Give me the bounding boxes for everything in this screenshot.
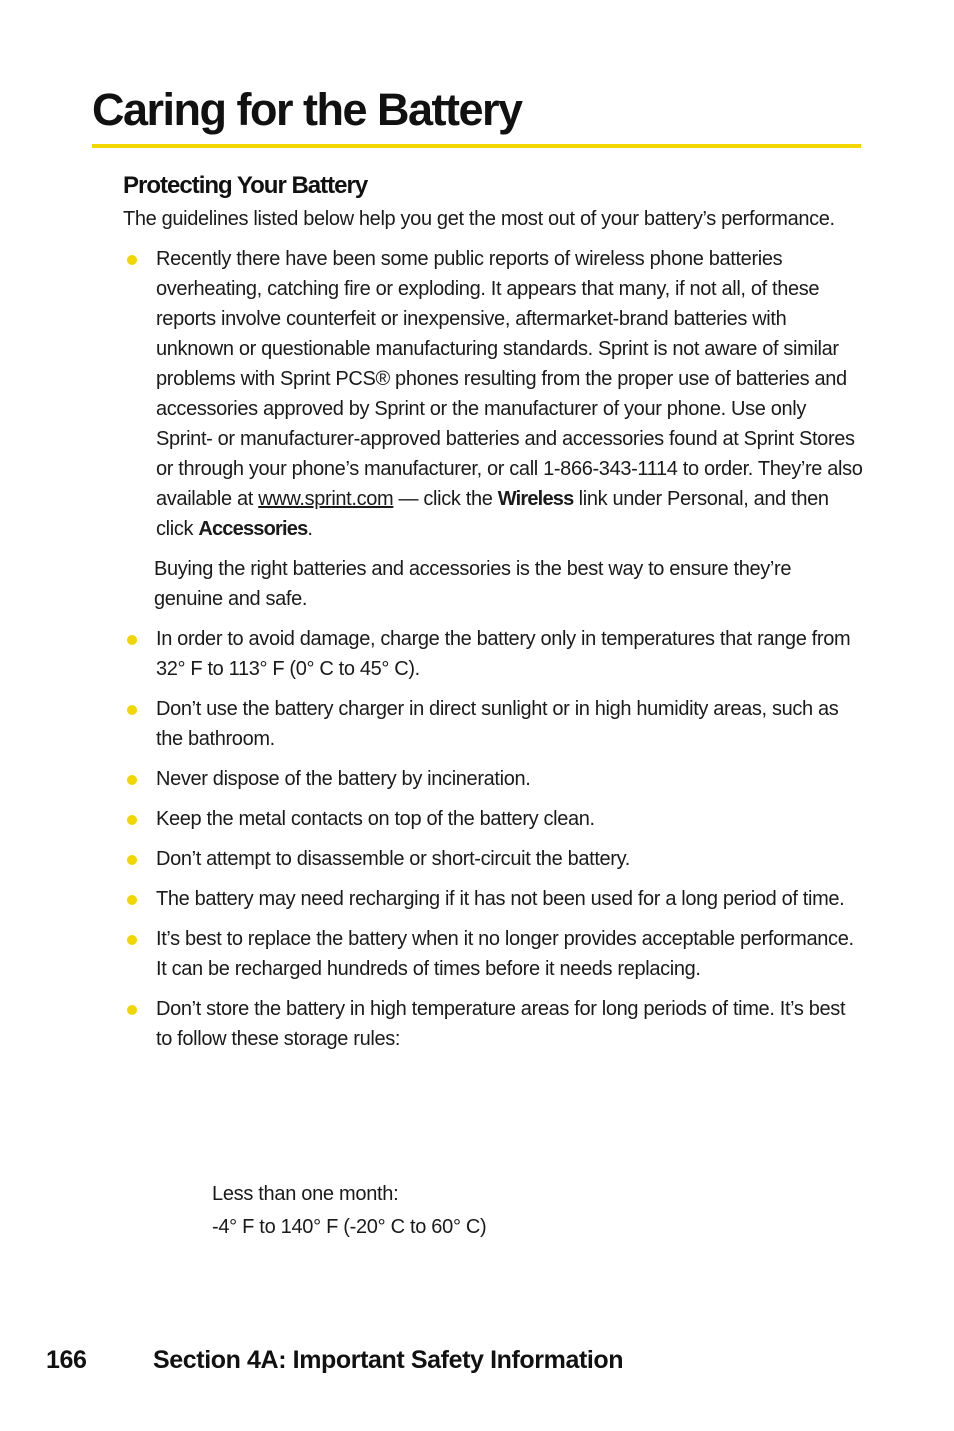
page-title: Caring for the Battery <box>92 84 522 135</box>
bullet-icon <box>127 635 137 645</box>
list-item <box>123 924 863 984</box>
page-number: 166 <box>46 1346 87 1374</box>
page-footer <box>46 1346 624 1375</box>
section-heading: Protecting Your Battery <box>123 172 368 199</box>
sprint-website-link[interactable]: www.sprint.com <box>258 488 394 510</box>
footer-section-label: Section 4A: Important Safety Information <box>153 1346 624 1374</box>
bullet-extra-paragraph: Buying the right batteries and accessories is the best way to ensure they’re genuine and safe. <box>154 558 792 610</box>
bullet-icon <box>127 775 137 785</box>
bullet-icon <box>127 705 137 715</box>
storage-rules <box>212 1178 486 1244</box>
bullet-text: — click the <box>393 488 498 510</box>
bullet-text: Keep the metal contacts on top of the battery clean. <box>156 808 595 830</box>
storage-label: Less than one month: <box>212 1183 399 1205</box>
bullet-text: Don’t use the battery charger in direct sunlight or in high humidity areas, such as the bathroom. <box>156 698 839 750</box>
bullet-text: It’s best to replace the battery when it no longer provides acceptable performance. It can be recharged hundreds of times before it needs replacing. <box>156 928 854 980</box>
list-item <box>123 624 863 684</box>
list-item <box>123 844 863 874</box>
title-rule <box>92 144 861 148</box>
bullet-text: The battery may need recharging if it has not been used for a long period of time. <box>156 888 845 910</box>
guideline-list <box>123 244 863 1054</box>
bullet-icon <box>127 1005 137 1015</box>
bullet-text: Don’t store the battery in high temperature areas for long periods of time. It’s best to follow these storage rules: <box>156 998 846 1050</box>
storage-range: -4° F to 140° F (-20° C to 60° C) <box>212 1216 487 1238</box>
bullet-icon <box>127 855 137 865</box>
bullet-text: link under Personal, and then click <box>156 488 829 540</box>
bullet-text: Recently there have been some public reports of wireless phone batteries overheating, catching fire or exploding. It appears that many, if not all, of these reports involve counterfeit or inexpensive, aftermarket-brand batteries with unknown or questionable manufacturing standards. Sprint is not aware of similar problems with Sprint PCS® phones resulting from the proper use of batteries and accessories approved by Sprint or the manufacturer of your phone. Use only Sprint- or manufacturer-approved batteries and accessories found at Sprint Stores or through your phone’s manufacturer, or call 1-866-343-1114 to order. They’re also available at <box>156 248 863 510</box>
bullet-text: Never dispose of the battery by incineration. <box>156 768 531 790</box>
bullet-text: In order to avoid damage, charge the battery only in temperatures that range from 32° F to 113° F (0° C to 45° C). <box>156 628 851 680</box>
bullet-text: . <box>307 518 313 540</box>
bullet-icon <box>127 255 137 265</box>
bullet-icon <box>127 935 137 945</box>
list-item <box>123 244 863 614</box>
intro-paragraph: The guidelines listed below help you get the most out of your battery’s performance. <box>123 208 835 230</box>
list-item <box>123 994 863 1054</box>
list-item <box>123 884 863 914</box>
main-content <box>123 168 863 1064</box>
accessories-term: Accessories <box>198 518 308 540</box>
bullet-text: Don’t attempt to disassemble or short-circuit the battery. <box>156 848 630 870</box>
bullet-icon <box>127 815 137 825</box>
wireless-term: Wireless <box>497 488 574 510</box>
list-item <box>123 804 863 834</box>
list-item <box>123 694 863 754</box>
bullet-icon <box>127 895 137 905</box>
list-item <box>123 764 863 794</box>
